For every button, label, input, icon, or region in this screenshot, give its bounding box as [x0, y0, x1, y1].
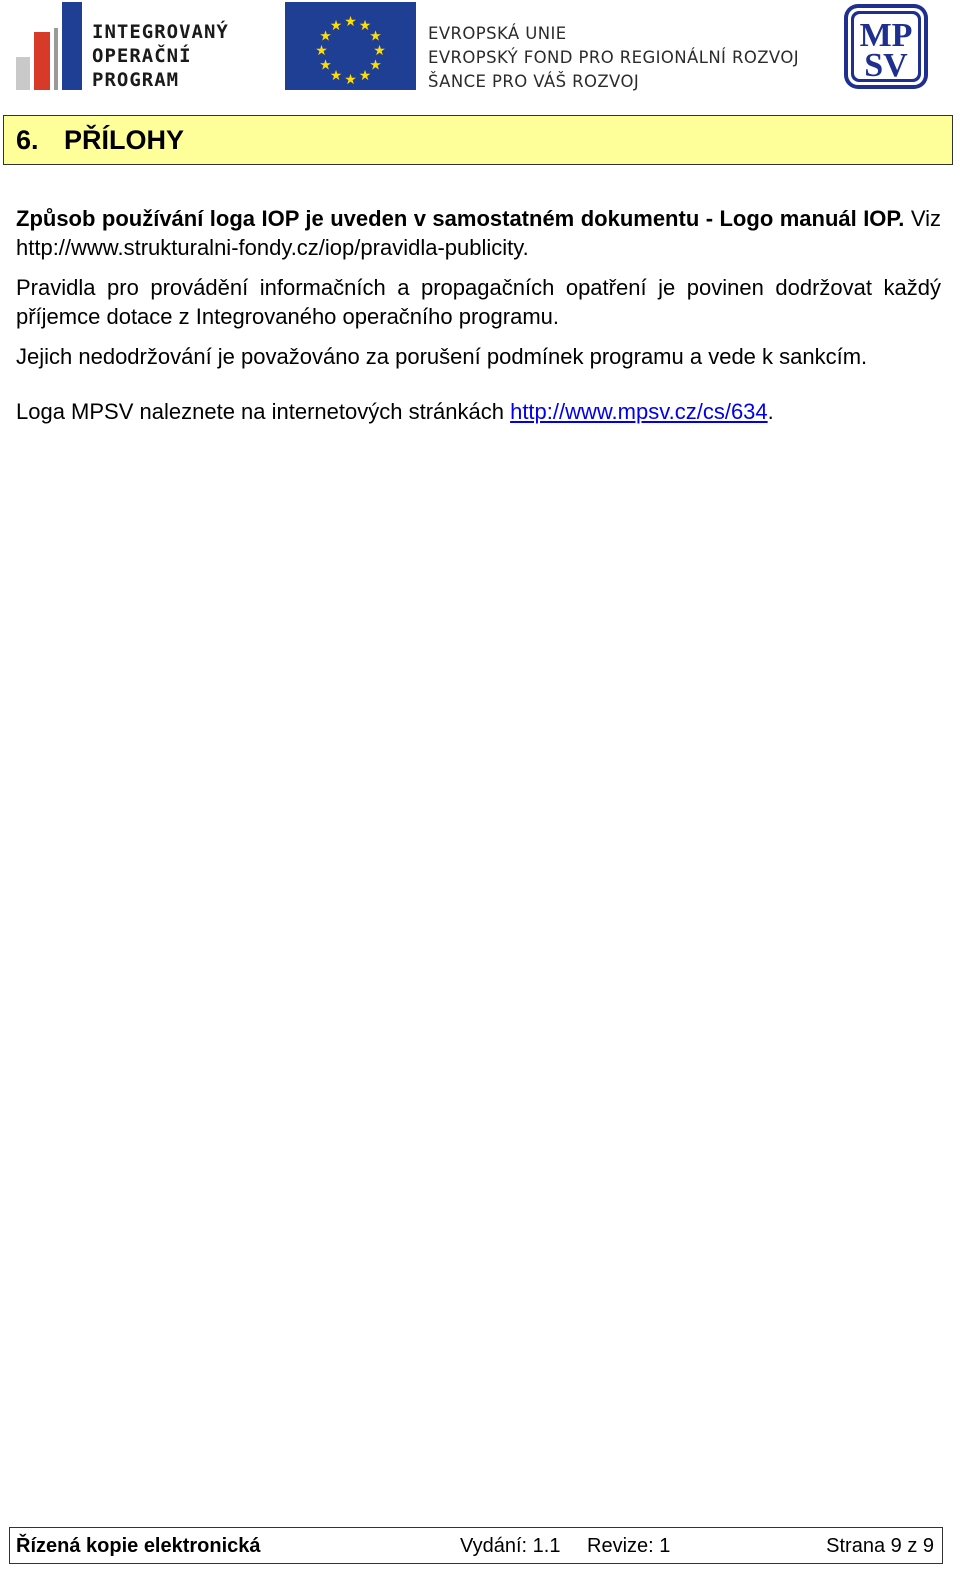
section-title: PŘÍLOHY	[64, 125, 185, 155]
mpsv-logo	[843, 3, 929, 90]
eu-flag-icon	[285, 2, 416, 90]
eu-text-block	[428, 22, 799, 94]
iop-logo-text	[92, 20, 229, 92]
svg-text:★: ★	[373, 43, 386, 59]
mpsv-logo-bottom: SV	[864, 47, 908, 84]
iop-logo-line-3: PROGRAM	[92, 69, 180, 91]
svg-text:★: ★	[319, 57, 332, 74]
svg-text:★: ★	[358, 18, 372, 34]
svg-text:★: ★	[319, 28, 332, 45]
svg-text:★: ★	[369, 28, 382, 45]
paragraph-logo-manual-lead: Způsob používání loga IOP je uveden v samostatném dokumentu - Logo manuál IOP.	[16, 206, 905, 231]
paragraph-logo-manual-rest: Viz http://www.strukturalni-fondy.cz/iop/pravidla-publicity.	[16, 206, 941, 260]
eu-flag-stars	[285, 2, 416, 90]
eu-line-2: EVROPSKÝ FOND PRO REGIONÁLNÍ ROZVOJ	[428, 48, 799, 67]
svg-text:★: ★	[344, 14, 357, 30]
page-footer	[9, 1527, 943, 1564]
paragraph-mpsv-logos-end: .	[767, 399, 774, 424]
eu-line-3: ŠANCE PRO VÁŠ ROZVOJ	[428, 72, 640, 91]
svg-text:★: ★	[344, 72, 357, 88]
mpsv-logos-link[interactable]: http://www.mpsv.cz/cs/634	[510, 399, 768, 424]
section-heading	[3, 115, 953, 165]
mpsv-logo-graphic	[843, 3, 929, 90]
svg-text:★: ★	[329, 18, 343, 34]
paragraph-sanctions: Jejich nedodržování je považováno za porušení podmínek programu a vede k sankcím.	[16, 344, 868, 369]
mpsv-logo-top: MP	[859, 17, 913, 54]
section-number: 6.	[16, 125, 39, 155]
paragraph-logo-manual	[16, 204, 941, 262]
iop-logo-line-2: OPERAČNÍ	[92, 45, 192, 67]
footer-copy-type: Řízená kopie elektronická	[16, 1535, 261, 1557]
svg-text:★: ★	[315, 43, 328, 59]
footer-page-number: Strana 9 z 9	[826, 1535, 934, 1557]
svg-text:★: ★	[329, 68, 343, 84]
svg-text:★: ★	[358, 68, 372, 84]
paragraph-mpsv-logos	[16, 397, 941, 426]
iop-logo	[14, 2, 254, 92]
iop-logo-line-1: INTEGROVANÝ	[92, 21, 229, 43]
svg-text:★: ★	[369, 57, 382, 74]
paragraph-publicity-rules: Pravidla pro provádění informačních a propagačních opatření je povinen dodržovat každý příjemce dotace z Integrovaného operačního programu.	[16, 275, 941, 329]
paragraph-mpsv-logos-text: Loga MPSV naleznete na internetových stránkách	[16, 399, 511, 424]
footer-revision: Revize: 1	[587, 1535, 671, 1557]
footer-edition: Vydání: 1.1	[460, 1535, 561, 1557]
page-header	[0, 0, 960, 100]
page-content	[16, 204, 941, 426]
iop-logo-bars	[14, 2, 84, 92]
eu-line-1: EVROPSKÁ UNIE	[428, 24, 567, 43]
